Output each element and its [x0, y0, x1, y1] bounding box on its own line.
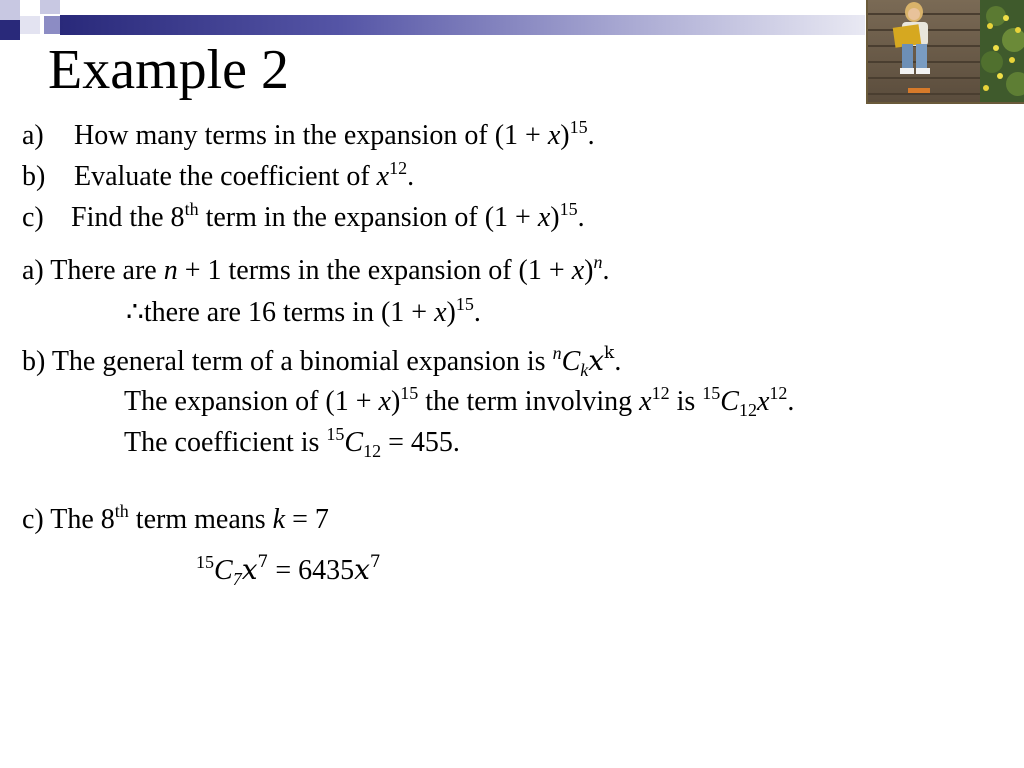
punctuation: . — [407, 161, 415, 192]
exponent: 12 — [651, 383, 670, 403]
combination-n: n — [552, 343, 562, 363]
question-text: ) — [550, 202, 560, 233]
answer-c-line-2 — [196, 553, 381, 588]
question-label: a) — [22, 120, 44, 151]
slide-title: Example 2 — [48, 39, 290, 101]
answer-b-line-3 — [124, 426, 460, 460]
variable-x: x — [756, 386, 770, 417]
header-square-decoration — [20, 34, 40, 48]
variable-x: x — [547, 120, 561, 151]
variable-x: x — [241, 553, 258, 586]
combination-symbol: C — [344, 427, 364, 458]
variable-x: x — [588, 344, 605, 377]
exponent: 12 — [389, 158, 408, 178]
answer-text: b) The general term of a binomial expansion is — [22, 346, 553, 377]
header-square-decoration — [20, 16, 40, 34]
answer-text: the term involving — [418, 386, 640, 417]
punctuation: . — [614, 346, 622, 377]
question-c — [22, 201, 585, 235]
exponent: 15 — [400, 383, 419, 403]
therefore-symbol: ∴ — [126, 297, 144, 328]
student-reading-photo-image — [868, 0, 1024, 104]
punctuation: . — [577, 202, 585, 233]
header-square-decoration — [0, 20, 20, 40]
combination-n: 15 — [326, 424, 345, 444]
combination-n: 15 — [702, 383, 721, 403]
question-a — [22, 119, 595, 153]
exponent: 15 — [455, 294, 474, 314]
answer-b-line-1 — [22, 344, 621, 379]
answer-c-line-1 — [22, 503, 329, 537]
question-label: b) — [22, 161, 46, 192]
question-text: Evaluate the coefficient of — [74, 161, 377, 192]
question-label: c) — [22, 202, 44, 233]
punctuation: . — [602, 255, 610, 286]
combination-k: 12 — [363, 441, 382, 461]
header-square-decoration — [0, 0, 20, 20]
variable-x: x — [376, 161, 390, 192]
variable-x: x — [537, 202, 551, 233]
exponent: 15 — [559, 199, 578, 219]
answer-text: a) There are — [22, 255, 164, 286]
answer-a-line-2 — [126, 296, 481, 330]
combination-symbol: C — [214, 555, 233, 586]
answer-text: = 455. — [381, 427, 460, 458]
header-gradient-bar — [60, 15, 865, 35]
question-b — [22, 160, 414, 194]
header-square-decoration — [44, 16, 60, 34]
answer-text: = 6435 — [268, 555, 355, 586]
exponent: 12 — [769, 383, 788, 403]
answer-b-line-2 — [124, 385, 794, 419]
punctuation: . — [473, 297, 481, 328]
combination-k: 7 — [232, 569, 242, 589]
variable-n: n — [163, 255, 178, 286]
ordinal-suffix: th — [114, 501, 129, 521]
question-text: ) — [560, 120, 570, 151]
answer-text: is — [669, 386, 703, 417]
punctuation: . — [787, 386, 795, 417]
answer-text: ) — [446, 297, 456, 328]
answer-text: = 7 — [285, 504, 329, 535]
student-reading-photo — [866, 0, 1024, 104]
ordinal-suffix: th — [184, 199, 199, 219]
variable-x: x — [639, 386, 652, 417]
combination-symbol: C — [561, 346, 581, 377]
combination-n: 15 — [196, 552, 214, 572]
variable-x: x — [434, 297, 447, 328]
answer-text: c) The 8 — [22, 504, 115, 535]
punctuation: . — [587, 120, 595, 151]
combination-k: 12 — [738, 400, 757, 420]
question-text: Find the 8 — [71, 202, 185, 233]
answer-text: + 1 terms in the expansion of (1 + — [177, 255, 572, 286]
answer-text: The expansion of (1 + — [124, 386, 379, 417]
variable-x: x — [378, 386, 391, 417]
variable-k: k — [272, 504, 286, 535]
header-square-decoration — [40, 0, 60, 14]
exponent: n — [593, 252, 603, 272]
answer-text: ) — [390, 386, 401, 417]
answer-a-line-1 — [22, 254, 609, 288]
variable-x: x — [354, 553, 370, 586]
variable-x: x — [571, 255, 585, 286]
answer-text: term means — [128, 504, 273, 535]
exponent: 7 — [369, 552, 381, 572]
exponent: 7 — [257, 552, 269, 572]
exponent: 15 — [569, 117, 588, 137]
exponent: k — [604, 343, 615, 363]
answer-text: The coefficient is — [124, 427, 327, 458]
combination-k: k — [580, 360, 589, 380]
answer-text: ) — [584, 255, 594, 286]
question-text: term in the expansion of (1 + — [198, 202, 538, 233]
combination-symbol: C — [720, 386, 739, 417]
answer-text: there are 16 terms in (1 + — [143, 297, 435, 328]
question-text: How many terms in the expansion of (1 + — [74, 120, 548, 151]
